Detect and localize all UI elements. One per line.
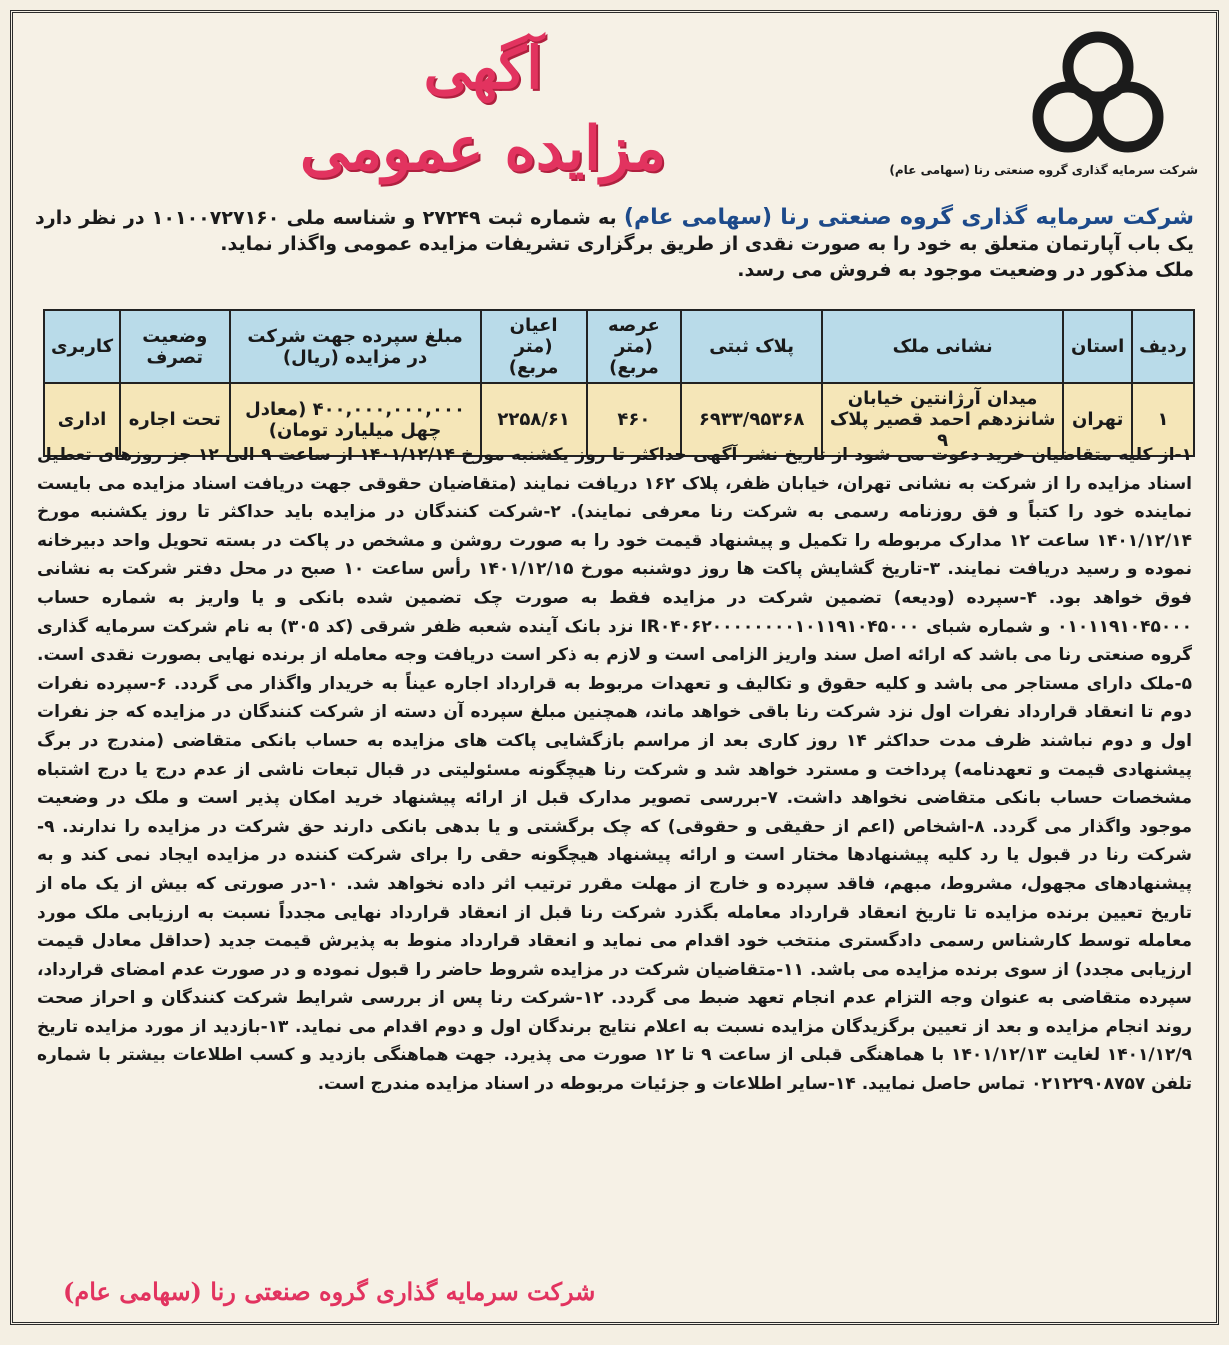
header-ayan: اعیان (متر مربع) xyxy=(481,310,587,383)
header-arse: عرصه (متر مربع) xyxy=(587,310,682,383)
header-plak: پلاک ثبتی xyxy=(681,310,822,383)
cell-usage: اداری xyxy=(44,383,120,456)
cell-arse: ۴۶۰ xyxy=(587,383,682,456)
header-address: نشانی ملک xyxy=(822,310,1063,383)
intro-text: به شماره ثبت ۲۷۲۴۹ و شناسه ملی ۱۰۱۰۰۷۲۷۱۶۰ در نظر دارد یک باب آپارتمان متعلق به خود را به صورت نقدی از طریق برگزاری تشریفات مزایده عمومی واگذار نماید. xyxy=(35,207,1194,255)
property-table xyxy=(43,309,1195,457)
title-line-1: آگهی xyxy=(423,34,543,102)
ad-header xyxy=(13,19,1216,209)
cell-address: میدان آرژانتین خیابان شانزدهم احمد قصیر پلاک ۹ xyxy=(822,383,1063,456)
cell-deposit: ۴۰۰,۰۰۰,۰۰۰,۰۰۰ (معادل چهل میلیارد تومان) xyxy=(230,383,481,456)
header-ostan: استان xyxy=(1063,310,1132,383)
company-logo xyxy=(889,29,1198,177)
cell-ayan: ۲۲۵۸/۶۱ xyxy=(481,383,587,456)
terms-paragraph: ۱-از کلیه متقاضیان خرید دعوت می شود از تاریخ نشر آگهی حداکثر تا روز یکشنبه مورخ ۱۴۰۱/۱۲/۱۴ از ساعت ۹ الی ۱۲ جز روزهای تعطیل اسناد مزایده را از شرکت به نشانی تهران، خیابان ظفر، پلاک ۱۶۲ دریافت نمایند (متقاضیان حقوقی جهت دریافت اسناد مزایده می بایست نماینده خود را کتباً و فق روزنامه رسمی به شرکت رنا معرفی نمایند). ۲-شرکت کنندگان در مزایده باید حداکثر تا روز یکشنبه مورخ ۱۴۰۱/۱۲/۱۴ ساعت ۱۲ مدارک مربوطه را تکمیل و پیشنهاد قیمت خود را به صورت روشن و مشخص در پاکت در بسته تحویل واحد دبیرخانه نموده و رسید دریافت نمایند. ۳-تاریخ گشایش پاکت ها روز دوشنبه مورخ ۱۴۰۱/۱۲/۱۵ رأس ساعت ۱۰ صبح در محل دفتر شرکت به نشانی فوق خواهد بود. ۴-سپرده (ودیعه) تضمین شرکت در مزایده فقط به صورت چک تضمین شده بانکی و یا واریز به شماره حساب ۰۱۰۱۱۹۱۰۴۵۰۰۰ و شماره شبای IR۰۴۰۶۲۰۰۰۰۰۰۰۰۱۰۱۱۹۱۰۴۵۰۰۰ نزد بانک آینده شعبه ظفر شرقی (کد ۳۰۵) به نام شرکت سرمایه گذاری گروه صنعتی رنا می باشد که ارائه اصل سند واریز الزامی است و لازم به ذکر است دریافت وجه معامله از برنده نهایی بصورت نقدی است. ۵-ملک دارای مستاجر می باشد و کلیه حقوق و تکالیف و تعهدات مربوط به قرارداد اجاره عیناً به خریدار واگذار می گردد. ۶-سپرده نفرات دوم تا انعقاد قرارداد نفرات اول نزد شرکت رنا باقی خواهد ماند، همچنین مبلغ سپرده آن دسته از شرکت کنندگان در مزایده که جز نفرات اول و دوم نباشند ظرف مدت حداکثر ۱۴ روز کاری بعد از مراسم بازگشایی پاکت های مزایده به حساب بانکی متقاضی (مندرج در برگ پیشنهادی قیمت و تعهدنامه) پرداخت و مسترد خواهد شد و شرکت رنا هیچگونه مسئولیتی در قبال تبعات ناشی از عدم درج یا درج اشتباه مشخصات حساب بانکی متقاضی نخواهد داشت. ۷-بررسی تصویر مدارک قبل از ارائه پیشنهاد خرید امکان پذیر است و ملک در وضعیت موجود واگذار می گردد. ۸-اشخاص (اعم از حقیقی و حقوقی) که چک برگشتی و یا بدهی بانکی دارند حق شرکت در مزایده را ندارند. ۹-شرکت رنا در قبول یا رد کلیه پیشنهادها مختار است و ارائه پیشنهاد هیچگونه حقی را برای شرکت کننده در مزایده ایجاد نمی کند و به پیشنهادهای مجهول، مشروط، مبهم، فاقد سپرده و خارج از مهلت مقرر ترتیب اثر داده نخواهد شد. ۱۰-در صورتی که بیش از یک ماه از تاریخ تعیین برنده مزایده تا تاریخ انعقاد قرارداد معامله بگذرد شرکت رنا قبل از انعقاد قرارداد نهایی مجدداً نسبت به ارزیابی ملک مورد معامله توسط کارشناس رسمی دادگستری منتخب خود اقدام می نماید و انعقاد قرارداد منوط به پذیرش قیمت جدید (حداقل معادل قیمت ارزیابی مجدد) از سوی برنده مزایده می باشد. ۱۱-متقاضیان شرکت در مزایده شروط حاضر را قبول نموده و در صورت عدم امضای قرارداد، سپرده متقاضی به عنوان وجه التزام عدم انجام تعهد ضبط می گردد. ۱۲-شرکت رنا پس از بررسی شرایط شرکت کنندگان و احراز صحت روند انجام مزایده و بعد از تعیین برگزیدگان مزایده نسبت به اعلام نتایج برندگان اول و دوم اقدام می نماید. ۱۳-بازدید از مورد مزایده تاریخ ۱۴۰۱/۱۲/۹ لغایت ۱۴۰۱/۱۲/۱۳ با هماهنگی قبلی از ساعت ۹ تا ۱۲ صورت می پذیرد. جهت هماهنگی بازدید و کسب اطلاعات بیشتر با شماره تلفن ۰۲۱۲۲۹۰۸۷۵۷ تماس حاصل نمایید. ۱۴-سایر اطلاعات و جزئیات مربوطه در اسناد مزایده مندرج است. xyxy=(37,445,1193,1095)
header-radif: ردیف xyxy=(1132,310,1194,383)
header-deposit: مبلغ سپرده جهت شرکت در مزایده (ریال) xyxy=(230,310,481,383)
cell-status: تحت اجاره xyxy=(120,383,229,456)
header-usage: کاربری xyxy=(44,310,120,383)
logo-caption: شرکت سرمایه گذاری گروه صنعتی رنا (سهامی عام) xyxy=(889,163,1198,177)
title-line-2: مزایده عمومی xyxy=(299,114,667,184)
table-header-row xyxy=(44,310,1194,383)
intro-paragraph xyxy=(35,205,1194,283)
cell-plak: ۶۹۳۳/۹۵۳۶۸ xyxy=(681,383,822,456)
newspaper-ad xyxy=(10,10,1219,1325)
footer-company-name: شرکت سرمایه گذاری گروه صنعتی رنا (سهامی عام) xyxy=(63,1277,596,1306)
intro-line-2: ملک مذکور در وضعیت موجود به فروش می رسد. xyxy=(737,259,1194,281)
intro-company-name: شرکت سرمایه گذاری گروه صنعتی رنا (سهامی عام) xyxy=(623,205,1194,230)
header-status: وضعیت تصرف xyxy=(120,310,229,383)
ad-title xyxy=(243,29,723,191)
cell-ostan: تهران xyxy=(1063,383,1132,456)
three-rings-logo-icon xyxy=(1028,29,1168,159)
cell-radif: ۱ xyxy=(1132,383,1194,456)
